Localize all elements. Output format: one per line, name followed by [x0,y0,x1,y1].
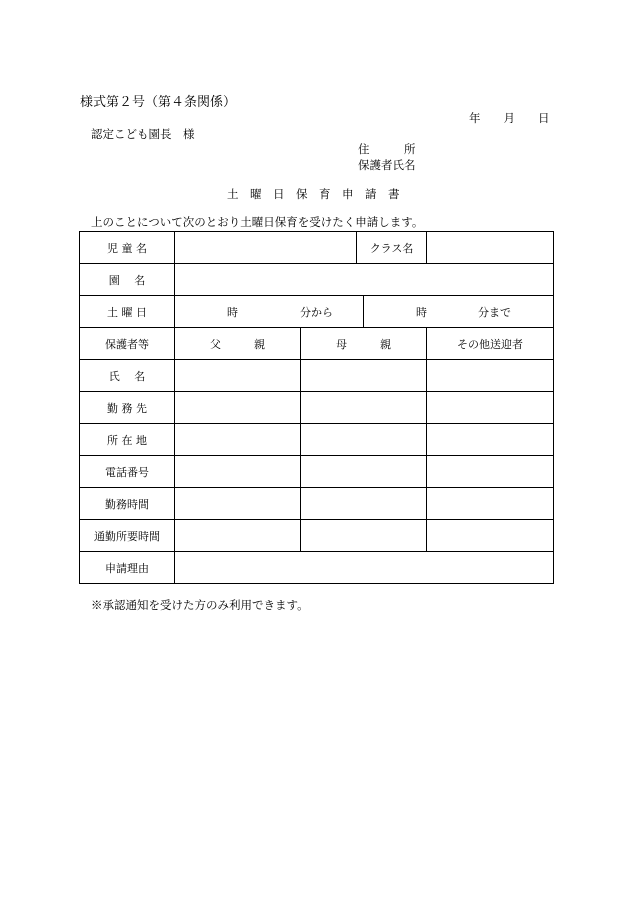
table-row [80,424,554,456]
father-name-field[interactable] [175,360,301,392]
mother-phone-field[interactable] [301,456,427,488]
table-row [80,328,554,360]
row-label-work-hours: 勤務時間 [80,488,175,520]
table-row [80,360,554,392]
mother-commute-field[interactable] [301,520,427,552]
row-label-name: 氏 名 [80,360,175,392]
table-row [80,392,554,424]
father-location-field[interactable] [175,424,301,456]
row-label-phone: 電話番号 [80,456,175,488]
page-title: 土 曜 日 保 育 申 請 書 [227,187,400,201]
mother-name-field[interactable] [301,360,427,392]
other-name-field[interactable] [427,360,554,392]
time-from-field[interactable] [175,296,364,328]
father-commute-field[interactable] [175,520,301,552]
child-name-label: 児 童 名 [80,232,175,264]
application-table [79,231,554,584]
table-row [80,232,554,264]
row-label-location: 所 在 地 [80,424,175,456]
table-row [80,552,554,584]
guardians-label: 保護者等 [80,328,175,360]
addressee: 認定こども園長 様 [91,127,195,141]
table-row [80,520,554,552]
father-workplace-field[interactable] [175,392,301,424]
reason-field[interactable] [175,552,554,584]
row-label-workplace: 勤 務 先 [80,392,175,424]
mother-location-field[interactable] [301,424,427,456]
other-header: その他送迎者 [427,328,554,360]
table-row [80,456,554,488]
other-phone-field[interactable] [427,456,554,488]
time-to-min: 分まで [478,305,512,319]
mother-workplace-field[interactable] [301,392,427,424]
intro-text: 上のことについて次のとおり土曜日保育を受けたく申請します。 [91,215,424,229]
school-name-field[interactable] [175,264,554,296]
other-commute-field[interactable] [427,520,554,552]
time-from-hour: 時 [227,305,238,319]
child-name-field[interactable] [175,232,357,264]
class-name-field[interactable] [427,232,554,264]
other-work-hours-field[interactable] [427,488,554,520]
school-name-label: 園 名 [80,264,175,296]
reason-label: 申請理由 [80,552,175,584]
time-to-hour: 時 [416,305,428,319]
father-phone-field[interactable] [175,456,301,488]
table-row [80,296,554,328]
form-id: 様式第２号（第４条関係） [80,95,237,110]
mother-header: 母 親 [301,328,427,360]
father-work-hours-field[interactable] [175,488,301,520]
time-from-min: 分から [300,305,334,319]
time-to-field[interactable] [364,296,554,328]
footnote: ※承認通知を受けた方のみ利用できます。 [91,598,309,612]
guardian-name-label: 保護者氏名 [358,158,416,172]
other-location-field[interactable] [427,424,554,456]
saturday-label: 土 曜 日 [80,296,175,328]
date-line: 年 月 日 [469,111,550,125]
father-header: 父 親 [175,328,301,360]
table-row [80,264,554,296]
table-row [80,488,554,520]
mother-work-hours-field[interactable] [301,488,427,520]
row-label-commute-time: 通勤所要時間 [80,520,175,552]
address-label: 住 所 [358,142,416,156]
other-workplace-field[interactable] [427,392,554,424]
class-name-label: クラス名 [357,232,427,264]
